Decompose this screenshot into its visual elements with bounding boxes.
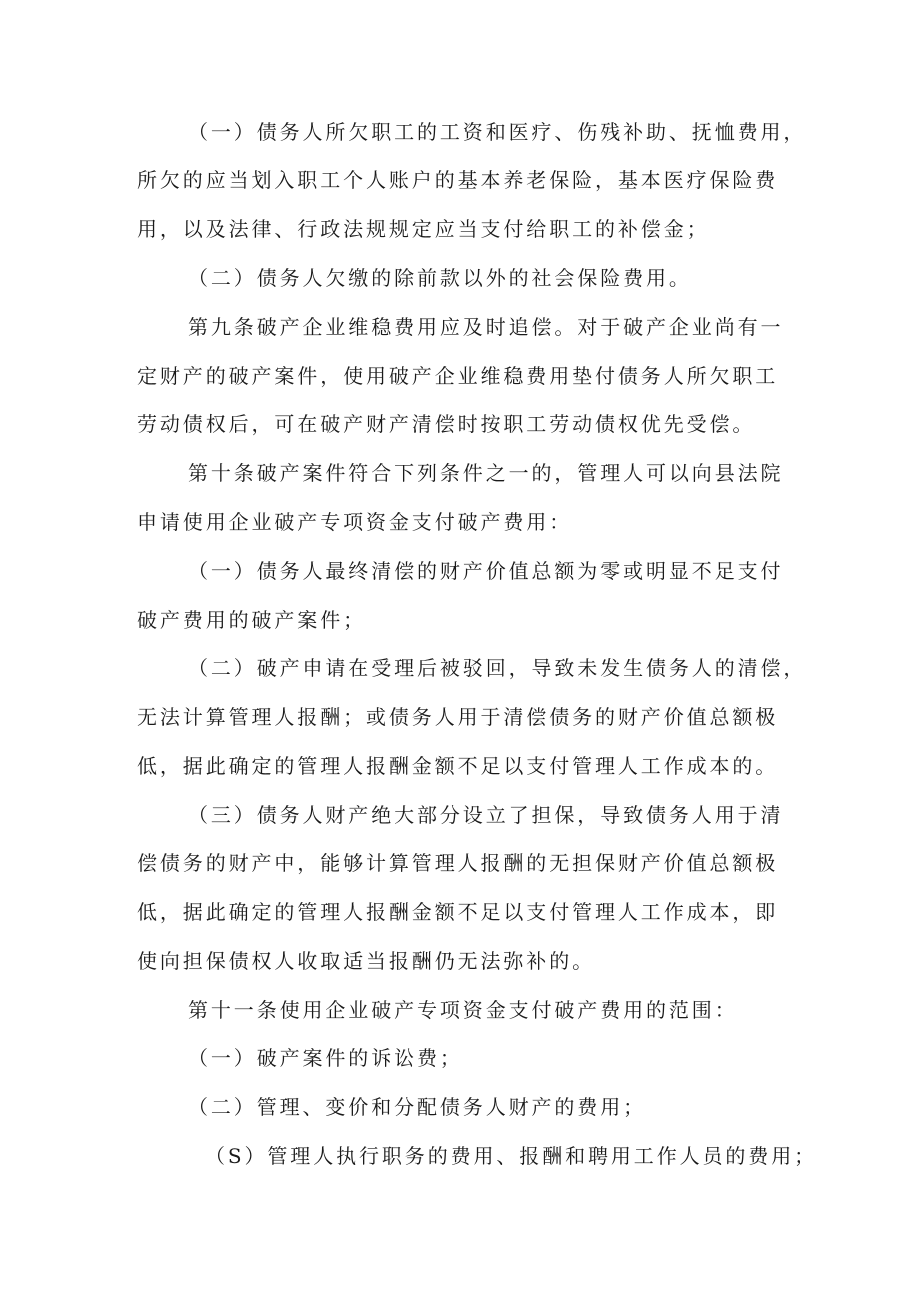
text-line: 第十条破产案件符合下列条件之一的，管理人可以向县法院 xyxy=(188,461,784,485)
text-line: 无法计算管理人报酬；或债务人用于清偿债务的财产价值总额极 xyxy=(137,705,779,729)
text-line: 使向担保债权人收取适当报酬仍无法弥补的。 xyxy=(137,949,595,973)
text-line: 破产费用的破产案件； xyxy=(137,608,366,632)
text-line: 劳动债权后，可在破产财产清偿时按职工劳动债权优先受偿。 xyxy=(137,412,756,436)
text-line: （二）破产申请在受理后被驳回，导致未发生债务人的清偿， xyxy=(188,656,807,680)
text-line: （二）管理、变价和分配债务人财产的费用； xyxy=(188,1095,646,1119)
text-line: （二）债务人欠缴的除前款以外的社会保险费用。 xyxy=(188,266,692,290)
text-line: 偿债务的财产中，能够计算管理人报酬的无担保财产价值总额极 xyxy=(137,851,779,875)
text-line: 用，以及法律、行政法规规定应当支付给职工的补偿金； xyxy=(137,217,710,241)
text-line: 第九条破产企业维稳费用应及时追偿。对于破产企业尚有一 xyxy=(188,315,784,339)
text-line: （一）债务人所欠职工的工资和医疗、伤残补助、抚恤费用， xyxy=(188,120,807,144)
text-line: 所欠的应当划入职工个人账户的基本养老保险，基本医疗保险费 xyxy=(137,168,779,192)
text-line: 低，据此确定的管理人报酬金额不足以支付管理人工作成本的。 xyxy=(137,754,779,778)
text-line: （三）债务人财产绝大部分设立了担保，导致债务人用于清 xyxy=(188,803,784,827)
text-line: 低，据此确定的管理人报酬金额不足以支付管理人工作成本，即 xyxy=(137,900,779,924)
text-line: 申请使用企业破产专项资金支付破产费用： xyxy=(137,510,573,534)
text-line: 定财产的破产案件，使用破产企业维稳费用垫付债务人所欠职工 xyxy=(137,364,779,388)
text-line: （一）破产案件的诉讼费； xyxy=(188,1046,463,1070)
text-line: （S）管理人执行职务的费用、报酬和聘用工作人员的费用； xyxy=(205,1144,818,1168)
text-line: 第十一条使用企业破产专项资金支付破产费用的范围： xyxy=(188,998,738,1022)
text-line: （一）债务人最终清偿的财产价值总额为零或明显不足支付 xyxy=(188,559,784,583)
